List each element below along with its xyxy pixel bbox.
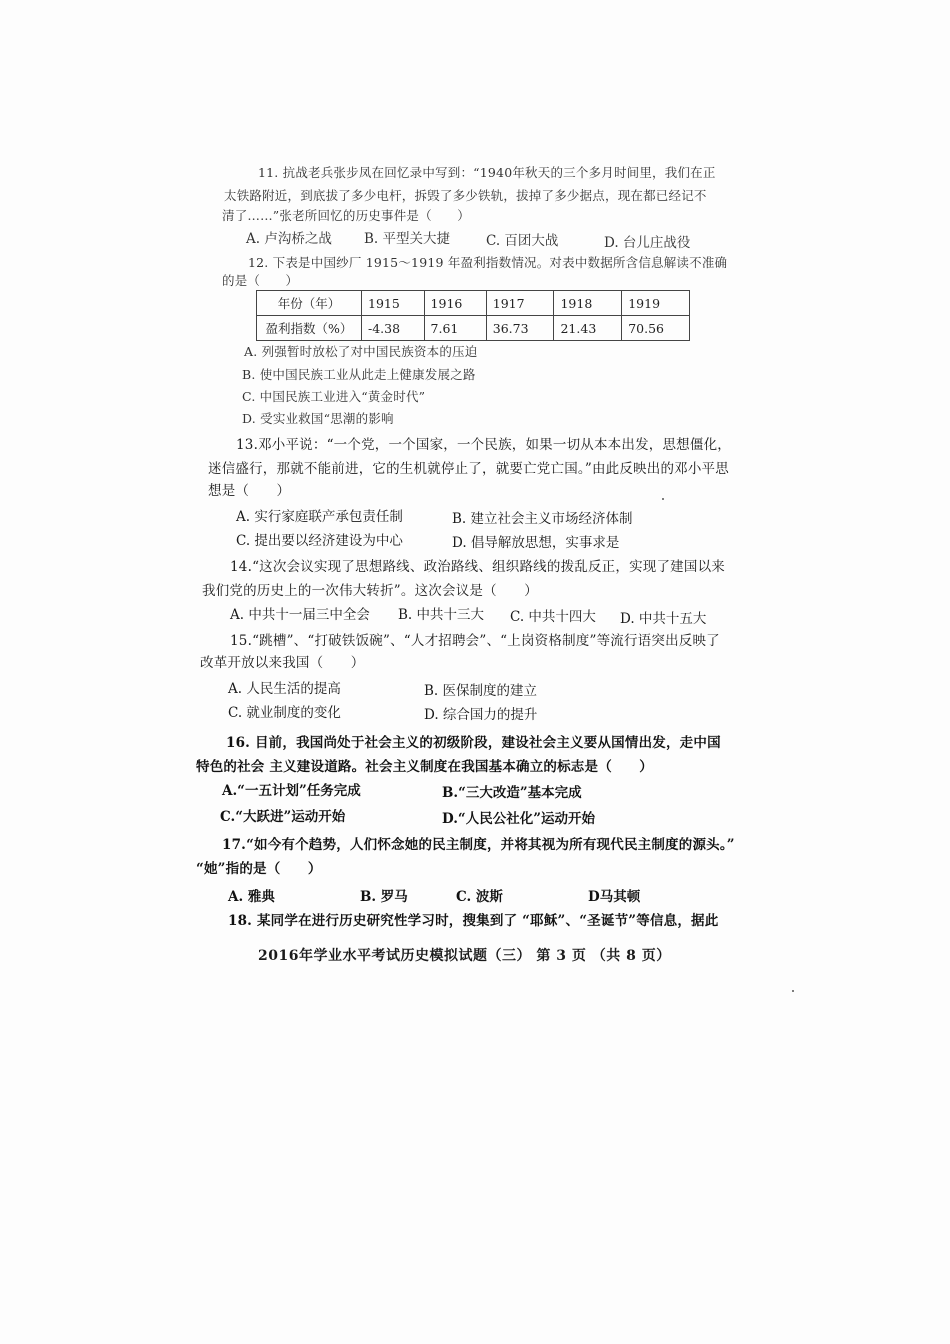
q13-option-b: B. 建立社会主义市场经济体制	[452, 511, 633, 527]
q17-option-c: C. 波斯	[456, 889, 503, 905]
q11-line2: 太铁路附近，到底拔了多少电杆，拆毁了多少铁轨，拔掉了多少据点，现在都已经记不	[224, 188, 707, 203]
q17-option-a: A. 雅典	[228, 889, 275, 905]
q12-option-d: D. 受实业救国“思潮的影响	[242, 411, 394, 426]
table-cell: 1915	[362, 291, 425, 316]
q14-line2: 我们党的历史上的一次伟大转折”。这次会议是（ ）	[202, 583, 538, 599]
table-cell: 1917	[486, 291, 554, 316]
q14-option-a: A. 中共十一届三中全会	[230, 607, 370, 623]
profit-index-table	[256, 290, 690, 341]
q14-option-b: B. 中共十三大	[398, 607, 485, 623]
table-cell: 21.43	[554, 316, 622, 341]
table-cell: 70.56	[622, 316, 690, 341]
q16-line2: 特色的社会 主义建设道路。社会主义制度在我国基本确立的标志是（ ）	[196, 759, 653, 775]
q16-line1: 16. 目前，我国尚处于社会主义的初级阶段，建设社会主义要从国情出发，走中国	[226, 735, 721, 751]
scan-speck	[662, 498, 664, 500]
q16-option-d: D.“人民公社化”运动开始	[442, 811, 595, 827]
q15-option-a: A. 人民生活的提高	[228, 681, 341, 697]
q12-line1: 12. 下表是中国纱厂 1915～1919 年盈利指数情况。对表中数据所含信息解读不准确	[248, 255, 728, 270]
q13-option-d: D. 倡导解放思想，实事求是	[452, 535, 620, 551]
q16-option-b: B.“三大改造”基本完成	[442, 785, 582, 801]
q11-line1: 11. 抗战老兵张步凤在回忆录中写到：“1940年秋天的三个多月时间里，我们在正	[258, 165, 716, 180]
table-row	[257, 291, 690, 316]
q12-line2: 的是（ ）	[222, 273, 299, 288]
q11-option-b: B. 平型关大捷	[364, 231, 451, 247]
page-footer: 2016年学业水平考试历史模拟试题（三） 第 3 页 （共 8 页）	[258, 948, 671, 964]
q16-option-c: C.“大跃进”运动开始	[220, 809, 346, 825]
table-cell: 1918	[554, 291, 622, 316]
q16-option-a: A.“一五计划”任务完成	[222, 783, 361, 799]
q17-line1: 17.“如今有个趋势，人们怀念她的民主制度，并将其视为所有现代民主制度的源头。”	[222, 837, 735, 853]
q14-option-c: C. 中共十四大	[510, 609, 596, 625]
q14-line1: 14.“这次会议实现了思想路线、政治路线、组织路线的拨乱反正，实现了建国以来	[230, 559, 725, 575]
q13-line3: 想是（ ）	[208, 483, 291, 499]
table-cell: 1919	[622, 291, 690, 316]
q18-line1: 18. 某同学在进行历史研究性学习时，搜集到了 “耶稣”、“圣诞节”等信息，据此	[228, 913, 719, 929]
q13-line1: 13.邓小平说：“一个党，一个国家，一个民族，如果一切从本本出发，思想僵化，	[236, 437, 731, 453]
q11-option-d: D. 台儿庄战役	[604, 235, 691, 251]
q17-option-d: D马其顿	[588, 889, 641, 905]
q12-option-c: C. 中国民族工业进入“黄金时代”	[242, 389, 426, 404]
q15-line1: 15.“跳槽”、“打破铁饭碗”、“人才招聘会”、“上岗资格制度”等流行语突出反映了	[230, 633, 720, 649]
table-row	[257, 316, 690, 341]
q15-option-d: D. 综合国力的提升	[424, 707, 538, 723]
q12-option-a: A. 列强暂时放松了对中国民族资本的压迫	[244, 344, 478, 359]
table-cell: 36.73	[486, 316, 554, 341]
q17-option-b: B. 罗马	[360, 889, 408, 905]
table-cell: -4.38	[362, 316, 425, 341]
q13-option-c: C. 提出要以经济建设为中心	[236, 533, 403, 549]
q13-option-a: A. 实行家庭联产承包责任制	[236, 509, 403, 525]
q13-line2: 迷信盛行，那就不能前进，它的生机就停止了，就要亡党亡国。”由此反映出的邓小平思	[208, 461, 729, 477]
q11-option-a: A. 卢沟桥之战	[246, 231, 332, 247]
table-cell: 1916	[424, 291, 486, 316]
table-cell: 7.61	[424, 316, 486, 341]
table-header-label: 年份（年）	[257, 291, 362, 316]
q15-option-b: B. 医保制度的建立	[424, 683, 538, 699]
table-row-label: 盈利指数（%）	[257, 316, 362, 341]
q11-line3: 清了……”张老所回忆的历史事件是（ ）	[222, 208, 470, 223]
q11-option-c: C. 百团大战	[486, 233, 559, 249]
scan-speck	[792, 990, 794, 992]
q17-line2: “她”指的是（ ）	[196, 861, 322, 877]
q12-option-b: B. 使中国民族工业从此走上健康发展之路	[242, 367, 476, 382]
q15-option-c: C. 就业制度的变化	[228, 705, 341, 721]
q15-line2: 改革开放以来我国（ ）	[200, 655, 365, 671]
q14-option-d: D. 中共十五大	[620, 611, 707, 627]
